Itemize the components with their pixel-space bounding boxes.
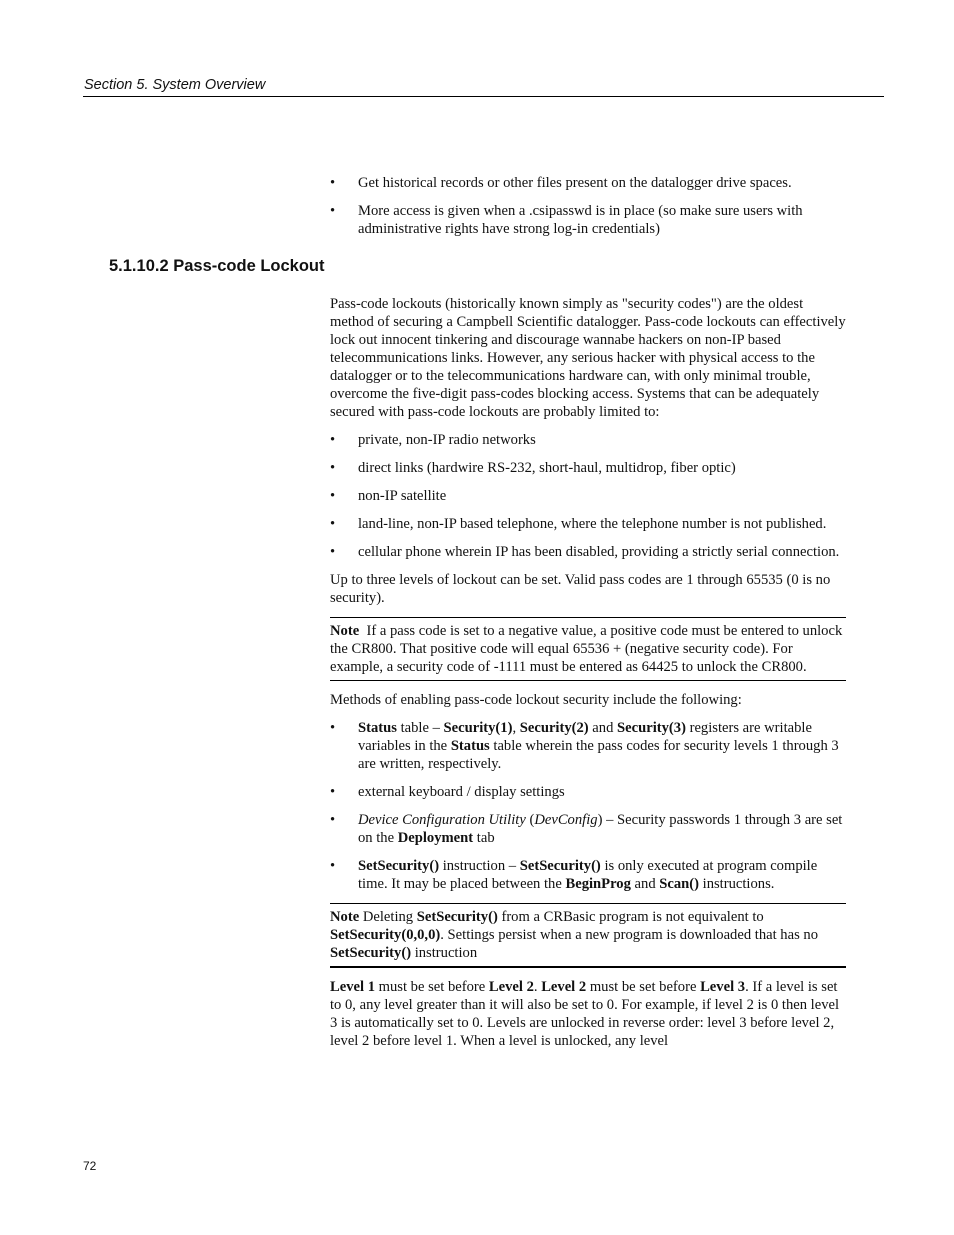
page-number: 72 [83,1159,97,1173]
bullet-icon: • [330,720,336,736]
list-item: • Device Configuration Utility (DevConfig) – Security passwords 1 through 3 are set on the Deployment tab [330,812,843,846]
list-item: • SetSecurity() instruction – SetSecurity() is only executed at program compile time. It may be placed between the BeginProg and Scan() instructions. [330,858,818,892]
list-item: • direct links (hardwire RS-232, short-haul, multidrop, fiber optic) [330,460,736,476]
list-item: • More access is given when a .csipasswd is in place (so make sure users with administrative rights have strong log-in credentials) [330,203,803,237]
levels-order-paragraph: Level 1 must be set before Level 2. Level 2 must be set before Level 3. If a level is set to 0, any level greater than it will also be set to 0. For example, if level 2 is 0 then level 3 is automatically set to 0. Levels are unlocked in reverse order: level 3 before level 2, level 2 before level 1. When a level is unlocked, any level [330,979,840,1049]
note-label: Note [330,623,360,639]
list-item: • private, non-IP radio networks [330,432,536,448]
bullet-icon: • [330,544,336,560]
heading-spacer [330,248,846,295]
bullet-icon: • [330,516,336,532]
list-item: • land-line, non-IP based telephone, where the telephone number is not published. [330,516,827,532]
bullet-icon: • [330,858,336,874]
header-title: Section 5. System Overview [84,77,266,93]
bullet-icon: • [330,784,336,800]
bullet-icon: • [330,175,336,191]
section-heading: 5.1.10.2 Pass-code Lockout [109,257,325,275]
levels-paragraph: Up to three levels of lockout can be set. Valid pass codes are 1 through 65535 (0 is no security). [330,572,831,606]
list-item: • external keyboard / display settings [330,784,565,800]
list-item: • cellular phone wherein IP has been disabled, providing a strictly serial connection. [330,544,840,560]
bullet-icon: • [330,488,336,504]
methods-list [330,719,846,893]
bullet-icon: • [330,203,336,219]
main-content [330,174,846,1060]
systems-list [330,431,846,561]
note-box: Note Deleting SetSecurity() from a CRBasic program is not equivalent to SetSecurity(0,0,0). Settings persist when a new program is downloaded that has no SetSecurity() instruction [330,903,846,968]
note-text: If a pass code is set to a negative value, a positive code must be entered to unlock the CR800. That positive code will equal 65536 + (negative security code). For example, a security code of -1111 must be entered as 64425 to unlock the CR800. [330,623,843,675]
list-item: • Status table – Security(1), Security(2) and Security(3) registers are writable variables in the Status table wherein the pass codes for security levels 1 through 3 are written, respectively. [330,720,839,772]
list-item: • non-IP satellite [330,488,447,504]
methods-intro: Methods of enabling pass-code lockout security include the following: [330,692,742,708]
bullet-icon: • [330,460,336,476]
intro-paragraph: Pass-code lockouts (historically known simply as "security codes") are the oldest method of securing a Campbell Scientific datalogger. Pass-code lockouts can effectively lock out innocent tinkering and discourage wannabe hackers on non-IP based telecommunications links. However, any serious hacker with physical access to the datalogger or to the telecommunications hardware can, with only minimal trouble, overcome the five-digit pass-codes blocking access. Systems that can be adequately secured with pass-code lockouts are probably limited to: [330,296,846,420]
list-item: • Get historical records or other files present on the datalogger drive spaces. [330,175,792,191]
page-header [83,76,884,97]
note-box [330,617,846,681]
bullet-icon: • [330,812,336,828]
bullet-icon: • [330,432,336,448]
note-label: Note [330,909,360,925]
top-bullet-list [330,174,846,238]
